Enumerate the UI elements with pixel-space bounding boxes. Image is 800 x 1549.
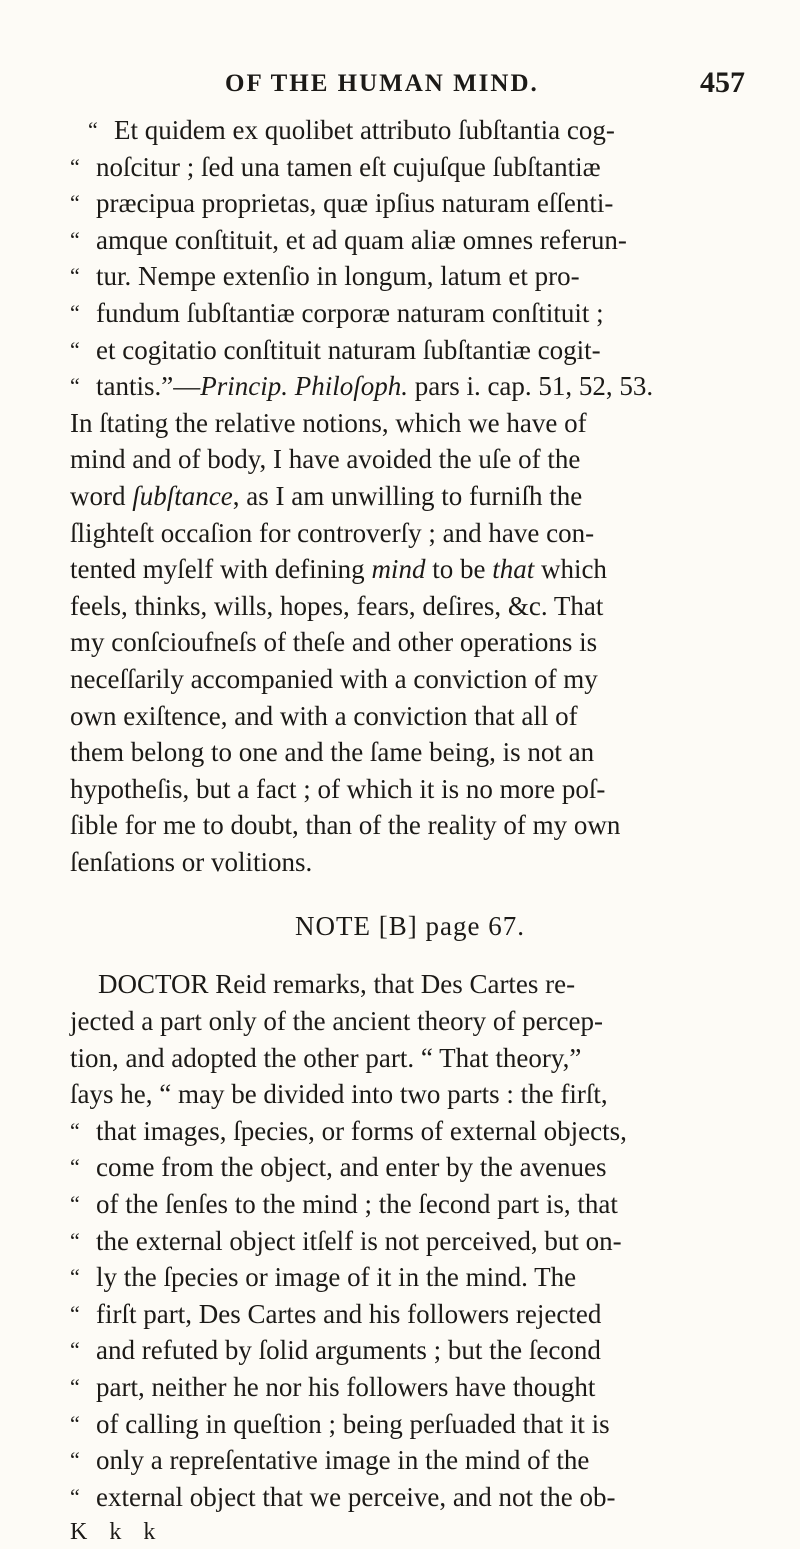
page-number: 457: [700, 66, 745, 99]
text-span: to be: [425, 554, 493, 585]
quote-mark: “: [70, 1483, 80, 1509]
text-line: them belong to one and the ſame being, is not an: [70, 737, 595, 768]
text-line: [70, 551, 750, 588]
quote-line: [70, 1149, 750, 1186]
quote-line: [70, 1442, 750, 1479]
quote-mark: “: [88, 117, 98, 142]
text-line: [70, 478, 750, 515]
quote-mark: “: [70, 336, 80, 362]
quote-text: noſcitur ; ſed una tamen eſt cujuſque ſubſtantiæ: [96, 151, 601, 182]
text-span: tented myſelf with defining: [70, 554, 372, 585]
quote-line: [70, 112, 750, 149]
running-head-title: OF THE HUMAN MIND.: [225, 70, 539, 97]
quote-text: the external object itſelf is not perceived, but on-: [96, 1225, 622, 1256]
signature-mark: K k k: [70, 1519, 164, 1546]
quote-text: of the ſenſes to the mind ; the ſecond part is, that: [96, 1189, 618, 1220]
quote-mark: “: [70, 226, 80, 252]
quote-mark: “: [70, 1447, 80, 1473]
quote-line: [70, 1223, 750, 1260]
emphasis-that: that: [492, 554, 535, 585]
quote-line: [70, 1369, 750, 1406]
quote-text: tantis.”—: [96, 371, 201, 402]
quote-line-citation: [70, 368, 750, 405]
text-line: ſlighteſt occaſion for controverſy ; and have con-: [70, 517, 595, 548]
quote-mark: “: [70, 1117, 80, 1143]
quote-text: firſt part, Des Cartes and his followers rejected: [96, 1298, 602, 1329]
text-line: mind and of body, I have avoided the uſe of the: [70, 444, 581, 475]
quote-mark: “: [70, 1374, 80, 1399]
quote-line: [70, 1296, 750, 1333]
quote-text: præcipua proprietas, quæ ipſius naturam eſſenti-: [96, 188, 614, 219]
citation-reference: pars i. cap. 51, 52, 53.: [407, 371, 654, 402]
quote-line: [70, 185, 750, 222]
quote-text: tur. Nempe extenſio in longum, latum et pro-: [96, 261, 580, 292]
quote-text: only a repreſentative image in the mind of the: [96, 1445, 590, 1476]
quote-text: that images, ſpecies, or forms of external objects,: [96, 1115, 627, 1146]
quote-line: [70, 1479, 750, 1516]
text-line: feels, thinks, wills, hopes, fears, deſires, &c. That: [70, 590, 604, 621]
quote-mark: “: [70, 1154, 80, 1180]
quote-line: [70, 1332, 750, 1369]
quote-mark: “: [70, 299, 80, 325]
quote-text: part, neither he nor his followers have thought: [96, 1372, 596, 1402]
quote-line: [70, 295, 750, 332]
latin-quotation: [70, 112, 750, 405]
quote-text: and refuted by ſolid arguments ; but the ſecond: [96, 1335, 601, 1366]
quote-line: [70, 258, 750, 295]
text-line: neceſſarily accompanied with a conviction of my: [70, 663, 598, 694]
citation-title: Princip. Philoſoph.: [200, 371, 408, 402]
emphasis-mind: mind: [371, 554, 426, 585]
quote-mark: “: [70, 373, 80, 399]
text-line: own exiſtence, and with a conviction that all of: [70, 700, 578, 731]
quote-mark: “: [70, 1264, 80, 1290]
quote-text: external object that we perceive, and not the ob-: [96, 1481, 616, 1512]
quote-line: [70, 149, 750, 186]
quote-text: Et quidem ex quolibet attributo ſubſtantia cog-: [114, 115, 615, 145]
quote-mark: “: [70, 1300, 80, 1326]
quote-mark: “: [70, 1337, 80, 1363]
text-line: DOCTOR Reid remarks, that Des Cartes re-: [98, 969, 576, 1000]
text-span: which: [534, 554, 607, 585]
quote-text: amque conſtituit, et ad quam aliæ omnes referun-: [96, 224, 627, 255]
note-heading: NOTE [B] page 67.: [295, 911, 525, 942]
text-span: , as I am unwilling to furniſh the: [232, 480, 583, 511]
quote-line: [70, 1406, 750, 1443]
quote-mark: “: [70, 1191, 80, 1217]
quote-line: [70, 332, 750, 369]
text-line: ſible for me to doubt, than of the reality of my own: [70, 810, 621, 841]
quote-mark: “: [70, 263, 80, 289]
text-line: jected a part only of the ancient theory of percep-: [70, 1006, 603, 1037]
text-line: In ſtating the relative notions, which we have of: [70, 407, 587, 438]
text-line: my conſcioufneſs of theſe and other operations is: [70, 627, 598, 658]
text-line: ſays he, “ may be divided into two parts : the firſt,: [70, 1079, 608, 1110]
quote-text: fundum ſubſtantiæ corporæ naturam conſtituit ;: [96, 297, 604, 328]
paragraph-reid-remarks: [70, 966, 750, 1515]
text-line: hypotheſis, but a fact ; of which it is no more poſ-: [70, 773, 606, 804]
quote-mark: “: [70, 190, 80, 216]
quote-line: [70, 222, 750, 259]
quote-text: et cogitatio conſtituit naturam ſubſtantiæ cogit-: [96, 334, 601, 365]
emphasis-substance: ſubſtance: [132, 480, 233, 511]
quote-mark: “: [70, 153, 80, 179]
quote-mark: “: [70, 1227, 80, 1253]
text-span: word: [70, 480, 133, 511]
text-line: ſenſations or volitions.: [70, 846, 313, 877]
body-text: [70, 112, 750, 1549]
running-head: [225, 66, 745, 110]
quote-line: [70, 1186, 750, 1223]
text-line: tion, and adopted the other part. “ That theory,”: [70, 1042, 582, 1073]
quote-line: [70, 1113, 750, 1150]
quote-citation-line: [96, 368, 653, 405]
paragraph-relative-notions: [70, 405, 750, 881]
quote-text: ly the ſpecies or image of it in the mind. The: [96, 1262, 577, 1293]
quote-line: [70, 1259, 750, 1296]
quote-text: of calling in queſtion ; being perſuaded that it is: [96, 1408, 610, 1439]
quote-text: come from the object, and enter by the avenues: [96, 1152, 607, 1183]
quote-mark: “: [70, 1410, 80, 1436]
